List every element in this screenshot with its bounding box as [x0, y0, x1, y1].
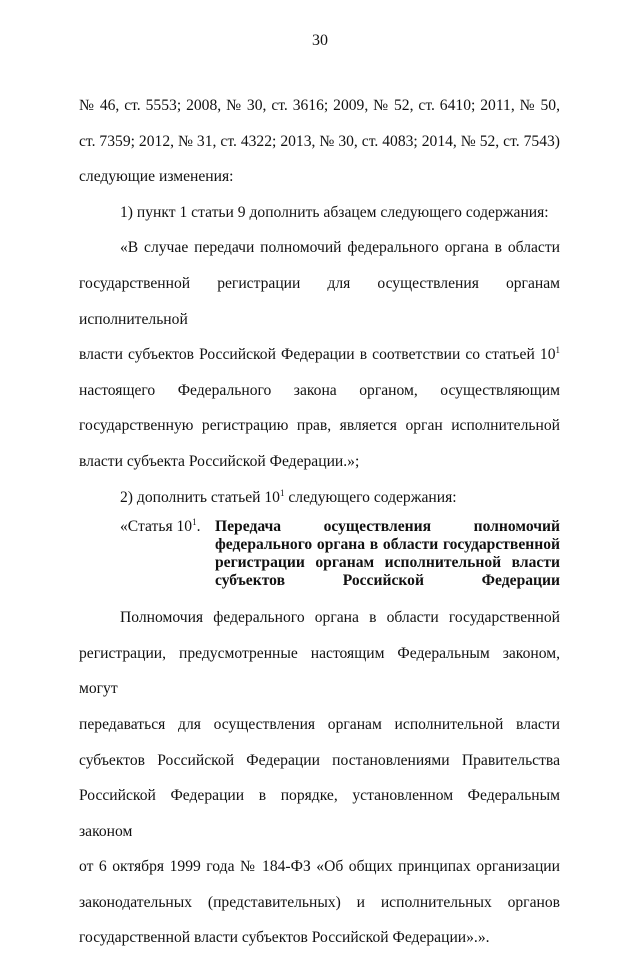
text-line: государственную регистрацию прав, является орган исполнительной: [79, 417, 560, 435]
text-fragment: 2) дополнить статьей 10: [120, 488, 280, 506]
text-line: субъектов Российской Федерации постановлениями Правительства: [79, 751, 560, 769]
amendment-item-1: 1) пункт 1 статьи 9 дополнить абзацем следующего содержания:: [120, 203, 549, 221]
text-fragment: .: [196, 518, 201, 536]
article-label: [79, 518, 215, 590]
text-line: передаваться для осуществления органам исполнительной власти: [79, 715, 560, 733]
article-body: [79, 600, 560, 956]
text-line: следующие изменения:: [79, 168, 234, 186]
superscript: 1: [192, 517, 197, 528]
document-body: [79, 88, 560, 956]
text-line: законодательных (представительных) и исполнительных органов: [79, 893, 560, 911]
amendment-item-2: [79, 480, 560, 516]
superscript: 1: [555, 345, 560, 356]
quoted-paragraph: [79, 230, 560, 479]
text-line: № 46, ст. 5553; 2008, № 30, ст. 3616; 2009, № 52, ст. 6410; 2011, № 50,: [79, 97, 560, 114]
text-line: настоящего Федерального закона органом, осуществляющим: [79, 381, 560, 399]
text-fragment: «Статья 10: [120, 518, 193, 536]
text-line: [79, 337, 560, 373]
article-heading: [79, 518, 560, 590]
page-number: 30: [312, 32, 328, 49]
text-line: государственной регистрации для осуществления органам исполнительной: [79, 274, 560, 328]
text-line: государственной власти субъектов Российской Федерации».».: [79, 929, 490, 947]
text-fragment: власти субъектов Российской Федерации в соответствии со статьей 10: [79, 346, 556, 364]
intro-paragraph: [79, 88, 560, 195]
text-fragment: следующего содержания:: [284, 488, 457, 506]
text-line: от 6 октября 1999 года № 184-ФЗ «Об общих принципах организации: [79, 858, 560, 876]
text-line: власти субъекта Российской Федерации.»;: [79, 452, 360, 470]
text-line: регистрации, предусмотренные настоящим Федеральным законом, могут: [79, 644, 560, 698]
text-line: Полномочия федерального органа в области государственной: [120, 609, 560, 627]
text-line: Российской Федерации в порядке, установленном Федеральным законом: [79, 787, 560, 840]
text-line: «В случае передачи полномочий федерального органа в области: [120, 239, 560, 257]
article-title: Передача осуществления полномочий федерального органа в области государственной регистрации органам исполнительной власти субъектов Российской Федерации: [215, 518, 560, 590]
superscript: 1: [279, 487, 285, 498]
text-line: ст. 7359; 2012, № 31, ст. 4322; 2013, № 30, ст. 4083; 2014, № 52, ст. 7543): [79, 132, 560, 150]
